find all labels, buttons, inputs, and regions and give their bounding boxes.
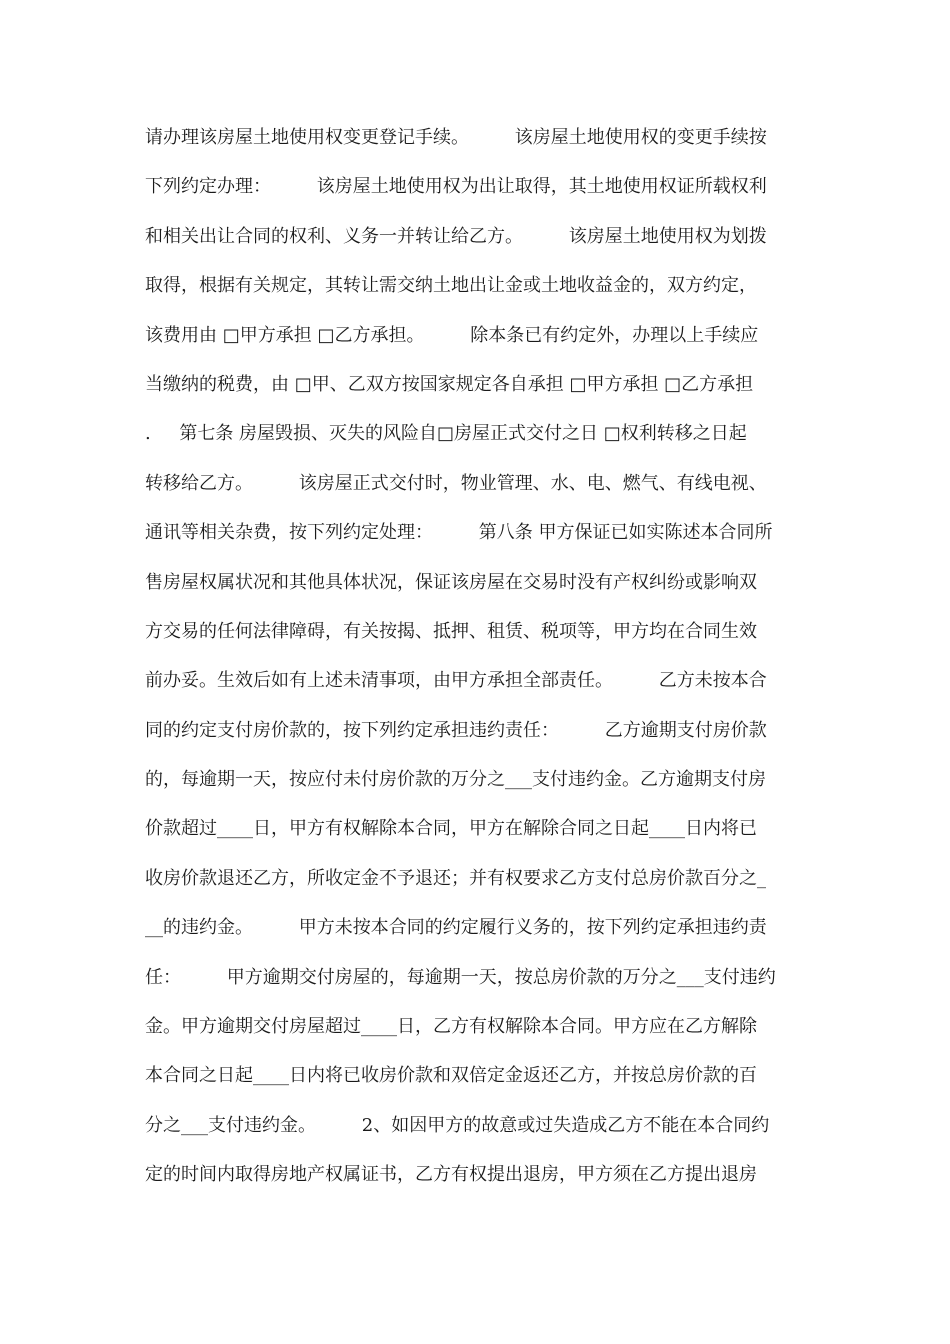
text-line: 金。甲方逾期交付房屋超过____日，乙方有权解除本合同。甲方应在乙方解除 [145, 1016, 757, 1038]
text-line: 同的约定支付房价款的，按下列约定承担违约责任： 乙方逾期支付房价款 [145, 719, 767, 741]
text-line: 分之___支付违约金。 2、如因甲方的故意或过失造成乙方不能在本合同约 [145, 1114, 770, 1136]
text-line: 转移给乙方。 该房屋正式交付时，物业管理、水、电、燃气、有线电视、 [145, 472, 767, 494]
text-line: 定的时间内取得房地产权属证书，乙方有权提出退房，甲方须在乙方提出退房 [145, 1164, 757, 1186]
text-line: 前办妥。生效后如有上述未清事项，由甲方承担全部责任。 乙方未按本合 [145, 670, 767, 692]
text-line: __的违约金。 甲方未按本合同的约定履行义务的，按下列约定承担违约责 [145, 917, 767, 939]
text-line: 方交易的任何法律障碍，有关按揭、抵押、租赁、税项等，甲方均在合同生效 [145, 620, 757, 642]
text-line: 该费用由 □甲方承担 □乙方承担。 除本条已有约定外，办理以上手续应 [145, 324, 759, 346]
text-line: 通讯等相关杂费，按下列约定处理： 第八条 甲方保证已如实陈述本合同所 [145, 522, 773, 544]
text-line: 的，每逾期一天，按应付未付房价款的万分之___支付违约金。乙方逾期支付房 [145, 769, 766, 791]
text-line: 当缴纳的税费，由 □甲、乙双方按国家规定各自承担 □甲方承担 □乙方承担 [145, 373, 754, 395]
text-line: 任： 甲方逾期交付房屋的，每逾期一天，按总房价款的万分之___支付违约 [145, 966, 776, 988]
text-line: 和相关出让合同的权利、义务一并转让给乙方。 该房屋土地使用权为划拨 [145, 225, 767, 247]
text-line: 收房价款退还乙方，所收定金不予退还；并有权要求乙方支付总房价款百分之_ [145, 867, 766, 889]
text-line: 价款超过____日，甲方有权解除本合同，甲方在解除合同之日起____日内将已 [145, 818, 757, 840]
text-line: . 第七条 房屋毁损、灭失的风险自□房屋正式交付之日 □权利转移之日起 [145, 423, 747, 445]
text-line: 取得，根据有关规定，其转让需交纳土地出让金或土地收益金的，双方约定， [145, 275, 757, 297]
text-line: 售房屋权属状况和其他具体状况，保证该房屋在交易时没有产权纠纷或影响双 [145, 571, 757, 593]
text-line: 本合同之日起____日内将已收房价款和双倍定金返还乙方，并按总房价款的百 [145, 1065, 757, 1087]
contract-body-text [145, 120, 815, 1207]
text-line: 请办理该房屋土地使用权变更登记手续。 该房屋土地使用权的变更手续按 [145, 127, 767, 148]
text-line: 下列约定办理： 该房屋土地使用权为出让取得，其土地使用权证所载权利 [145, 176, 767, 198]
